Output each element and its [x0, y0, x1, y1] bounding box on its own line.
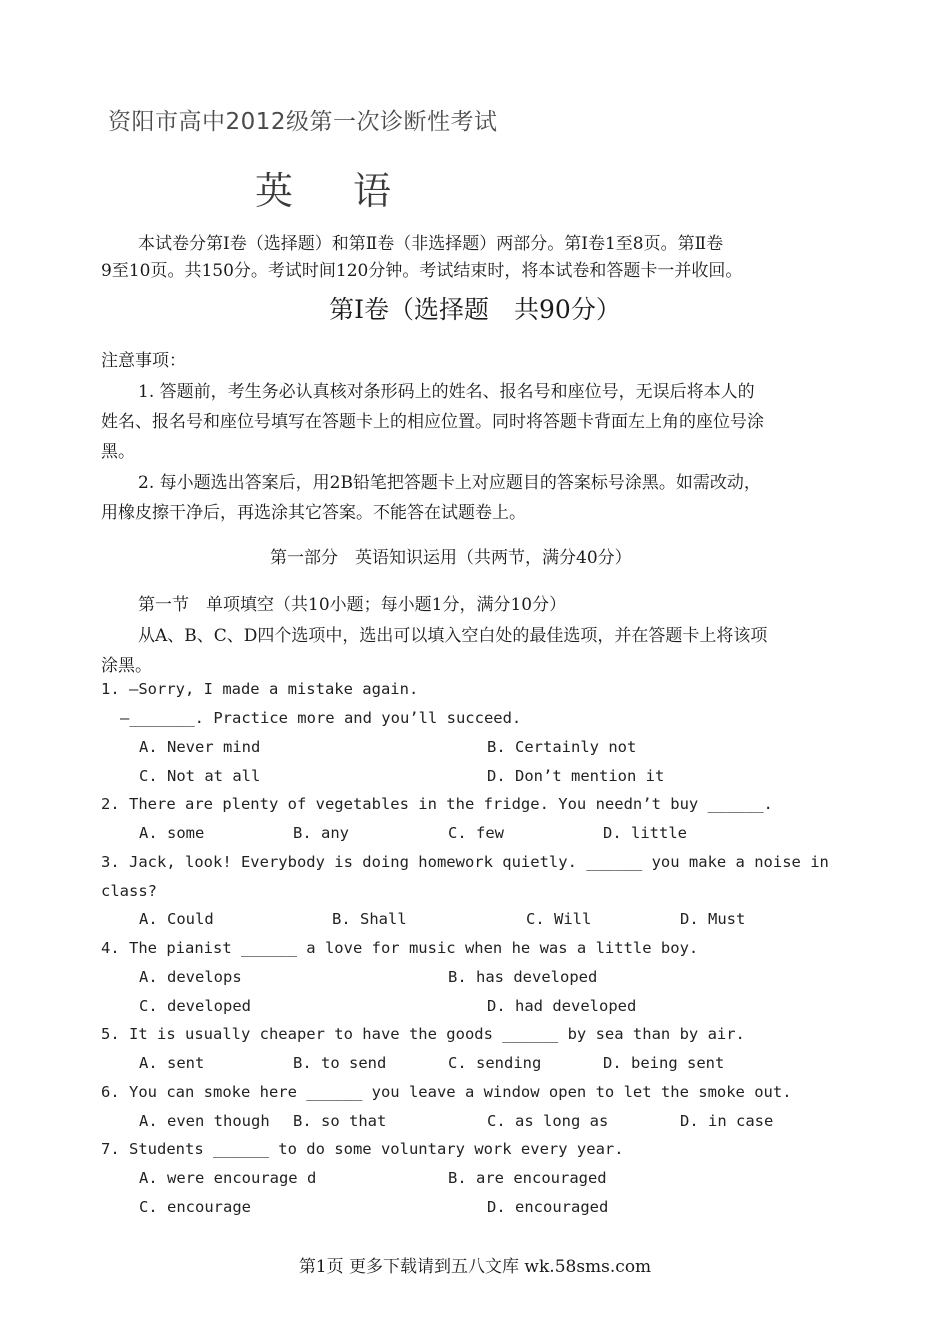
question-4-option-d: D. had developed	[487, 997, 637, 1015]
question-2-option-c: C. few	[448, 824, 504, 842]
question-6-stem: 6. You can smoke here ______ you leave a window open to let the smoke out.	[101, 1083, 792, 1101]
question-6-option-a: A. even though	[139, 1112, 270, 1130]
question-2-option-a: A. some	[139, 824, 205, 842]
question-3-stem-cont: class?	[101, 882, 157, 900]
question-5-option-c: C. sending	[448, 1054, 542, 1072]
question-5-option-b: B. to send	[293, 1054, 387, 1072]
note-1-line-2: 姓名、报名号和座位号填写在答题卡上的相应位置。同时将答题卡背面左上角的座位号涂	[101, 412, 764, 432]
question-2-option-b: B. any	[293, 824, 349, 842]
question-7-option-a: A. were encourage d	[139, 1169, 317, 1187]
note-1-line-3: 黑。	[101, 442, 135, 462]
question-5-stem: 5. It is usually cheaper to have the goods ______ by sea than by air.	[101, 1025, 745, 1043]
page-footer: 第1页 更多下载请到五八文库 wk.58sms.com	[298, 1257, 652, 1277]
section-1-instruction-1: 从A、B、C、D四个选项中，选出可以填入空白处的最佳选项，并在答题卡上将该项	[138, 626, 768, 646]
note-2-line-2: 用橡皮擦干净后，再选涂其它答案。不能答在试题卷上。	[101, 503, 526, 523]
volume-title: 第Ⅰ卷（选择题 共90分）	[329, 295, 621, 324]
question-1-response: —_______. Practice more and you’ll succeed.	[120, 709, 522, 727]
question-5-option-a: A. sent	[139, 1054, 205, 1072]
intro-line-2: 9至10页。共150分。考试时间120分钟。考试结束时，将本试卷和答题卡一并收回。	[101, 261, 743, 281]
question-3-stem: 3. Jack, look! Everybody is doing homework quietly. ______ you make a noise in	[101, 853, 829, 871]
question-1-option-d: D. Don’t mention it	[487, 767, 665, 785]
note-2-line-1: 2. 每小题选出答案后，用2B铅笔把答题卡上对应题目的答案标号涂黑。如需改动，	[138, 473, 761, 493]
question-1-option-c: C. Not at all	[139, 767, 261, 785]
question-2-stem: 2. There are plenty of vegetables in the fridge. You needn’t buy ______.	[101, 795, 773, 813]
question-7-option-d: D. encouraged	[487, 1198, 609, 1216]
section-1-instruction-2: 涂黑。	[101, 656, 152, 676]
question-4-stem: 4. The pianist ______ a love for music when he was a little boy.	[101, 939, 699, 957]
question-4-option-b: B. has developed	[448, 968, 598, 986]
part-1-title: 第一部分 英语知识运用（共两节，满分40分）	[270, 548, 632, 568]
question-2-option-d: D. little	[603, 824, 687, 842]
question-3-option-d: D. Must	[680, 910, 746, 928]
question-6-option-c: C. as long as	[487, 1112, 609, 1130]
question-7-option-b: B. are encouraged	[448, 1169, 607, 1187]
question-3-option-b: B. Shall	[332, 910, 407, 928]
question-1-option-a: A. Never mind	[139, 738, 261, 756]
question-4-option-c: C. developed	[139, 997, 251, 1015]
question-3-option-c: C. Will	[526, 910, 592, 928]
question-6-option-d: D. in case	[680, 1112, 774, 1130]
question-1-stem: 1. —Sorry, I made a mistake again.	[101, 680, 419, 698]
question-3-option-a: A. Could	[139, 910, 214, 928]
subject-title: 英语	[255, 169, 452, 213]
question-6-option-b: B. so that	[293, 1112, 387, 1130]
question-1-option-b: B. Certainly not	[487, 738, 637, 756]
question-7-stem: 7. Students ______ to do some voluntary work every year.	[101, 1140, 624, 1158]
intro-line-1: 本试卷分第Ⅰ卷（选择题）和第Ⅱ卷（非选择题）两部分。第Ⅰ卷1至8页。第Ⅱ卷	[138, 234, 724, 254]
section-1-title: 第一节 单项填空（共10小题；每小题1分，满分10分）	[138, 595, 567, 615]
question-5-option-d: D. being sent	[603, 1054, 725, 1072]
exam-title: 资阳市高中2012级第一次诊断性考试	[108, 109, 498, 135]
note-1-line-1: 1. 答题前，考生务必认真核对条形码上的姓名、报名号和座位号，无误后将本人的	[138, 382, 755, 402]
notes-heading: 注意事项：	[101, 351, 186, 371]
question-7-option-c: C. encourage	[139, 1198, 251, 1216]
question-4-option-a: A. develops	[139, 968, 242, 986]
